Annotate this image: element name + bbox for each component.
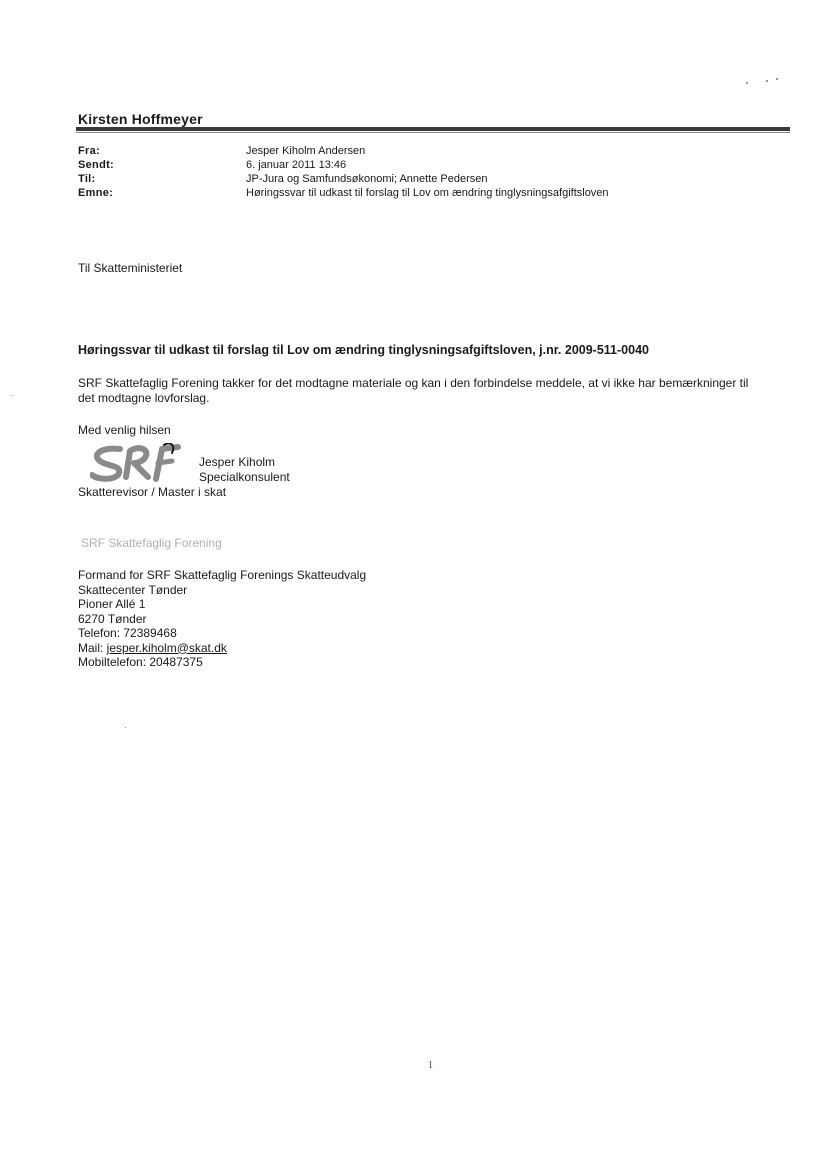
header-value-subject: Høringssvar til udkast til forslag til Lov om ændring tinglysningsafgiftsloven [246,187,609,199]
contact-line: Telefon: 72389468 [78,626,177,640]
header-value-from: Jesper Kiholm Andersen [246,145,366,157]
mobile-line: Mobiltelefon: 20487375 [78,655,203,669]
scan-speck [746,82,748,84]
contact-line: 6270 Tønder [78,611,147,626]
letter-subject: Høringssvar til udkast til forslag til Lov om ændring tinglysningsafgiftsloven, j.nr. 2009-511-0040 [78,343,649,357]
scan-speck [125,727,126,728]
recipient-line: Til Skatteministeriet [78,261,183,275]
contact-line: Skattecenter Tønder [78,582,188,597]
company-name-grey: SRF Skattefaglig Forening [81,536,222,550]
header-label-subject: Emne: [78,187,114,199]
scan-speck [776,78,778,80]
header-label-from: Fra: [78,145,100,157]
header-label-to: Til: [78,173,96,185]
signature-title: Skatterevisor / Master i skat [78,485,227,499]
header-label-sent: Sendt: [78,159,115,171]
page-number: 1 [428,1060,433,1071]
header-rule-thin [76,132,790,133]
signature-name: Jesper Kiholm [199,455,276,469]
email-owner-name: Kirsten Hoffmeyer [78,111,203,127]
srf-logo [90,443,182,483]
mail-line [78,641,366,656]
scan-speck [766,80,768,82]
letter-paragraph: SRF Skattefaglig Forening takker for det modtagne materiale og kan i den forbindelse meddele, at vi ikke har bemærkninger til det modtagne lovforslag. [78,376,749,405]
contact-block [78,568,366,670]
closing-line: Med venlig hilsen [78,423,171,437]
header-rule [76,127,790,131]
signature-role: Specialkonsulent [199,470,290,484]
mail-label: Mail: [78,640,107,655]
header-value-to: JP-Jura og Samfundsøkonomi; Annette Pedersen [246,173,488,185]
scan-speck [12,395,13,396]
contact-line: Formand for SRF Skattefaglig Forenings Skatteudvalg [78,568,367,582]
header-value-sent: 6. januar 2011 13:46 [246,159,347,171]
contact-line: Pioner Allé 1 [78,597,146,611]
mail-link[interactable]: jesper.kiholm@skat.dk [106,640,227,655]
